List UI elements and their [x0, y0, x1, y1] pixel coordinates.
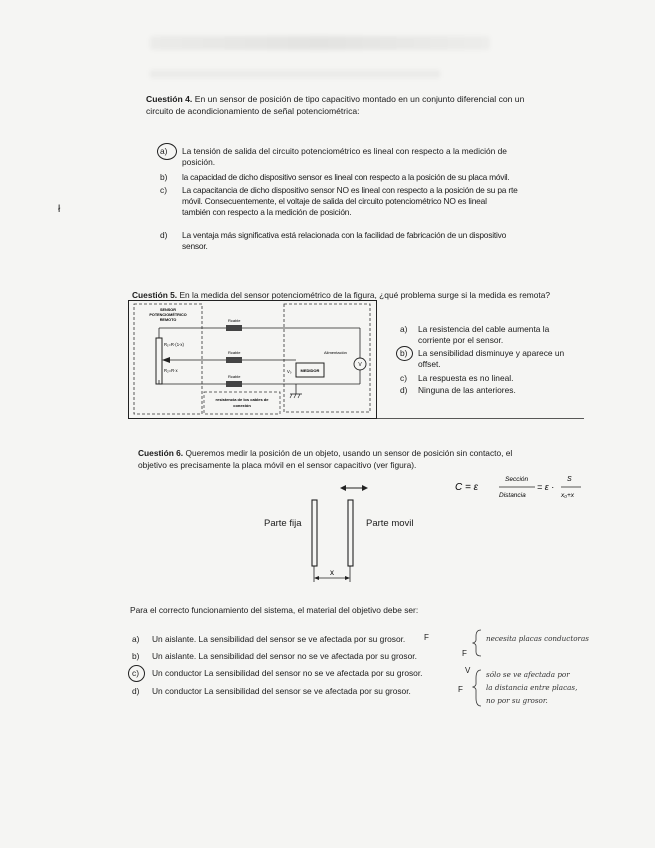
q6-label: Cuestión 6. — [138, 448, 184, 458]
fixed-part-label: Parte fija — [264, 518, 302, 529]
handwritten-note-2c: no por su grosor. — [486, 696, 548, 705]
q6-prompt: Para el correcto funcionamiento del sistema, el material del objetivo debe ser: — [130, 605, 419, 615]
meter-dashed-box — [284, 304, 370, 412]
handwritten-note-2a: sólo se ve afectada por — [486, 670, 570, 679]
alimentacion-label: Alimentación — [324, 350, 347, 355]
q6-line1: Queremos medir la posición de un objeto, usando un sensor de posición sin contacto, el — [185, 448, 513, 458]
svg-text:S: S — [567, 476, 572, 483]
cable-resistor-3 — [226, 381, 242, 387]
q6-mark-a: F — [424, 633, 429, 642]
bleed-through-artifact — [150, 36, 490, 50]
q4-line1: En un sensor de posición de tipo capacitivo montado en un conjunto diferencial con un — [194, 94, 525, 104]
moving-plate — [348, 500, 353, 566]
handwritten-braces — [472, 628, 484, 724]
q6-mark-c: V — [465, 666, 471, 675]
q4-option-d: d) La ventaja más significativa está relacionada con la facilidad de fabricación de un dispositivo sensor. — [160, 230, 507, 251]
q5-option-a: a) La resistencia del cable aumenta la corriente por el sensor. — [400, 324, 550, 345]
sensor-label-3: REMOTO — [159, 318, 177, 322]
wiper-arrow — [162, 357, 170, 363]
q6-option-a: a) Un aislante. La sensibilidad del sensor se ve afectada por su grosor. — [132, 634, 406, 644]
q4-label: Cuestión 4. — [146, 94, 193, 104]
margin-mark: ł — [58, 204, 61, 215]
svg-text:Sección: Sección — [505, 476, 529, 483]
q6-mark-b: F — [462, 649, 467, 658]
q5-label: Cuestión 5. — [132, 290, 178, 300]
q4-option-a: a) La tensión de salida del circuito potenciométrico es lineal con respecto a la medición de posición. — [160, 146, 507, 167]
q6-statement — [138, 448, 558, 460]
sensor-label-2: POTENCIOMÉTRICO — [149, 313, 187, 317]
q4-line2: circuito de acondicionamiento de señal potenciométrica: — [146, 106, 360, 116]
q6-line2: objetivo es precisamente la placa móvil en el sensor capacitivo (ver figura). — [138, 460, 417, 470]
q6-option-d: d) Un conductor La sensibilidad del sensor se ve afectada por su grosor. — [132, 686, 411, 696]
q5-option-b: b) La sensibilidad disminuye y aparece un offset. — [400, 348, 565, 369]
rcable-label-3: Rcable — [228, 374, 241, 379]
q4-statement — [146, 94, 566, 106]
cable-resistor-2 — [226, 357, 242, 363]
plates-figure — [250, 478, 430, 588]
q6-option-c: c) Un conductor La sensibilidad del sensor no se ve afectada por su grosor. — [132, 668, 423, 678]
q6-option-b: b) Un aislante. La sensibilidad del sensor no se ve afectada por su grosor. — [132, 651, 417, 661]
potentiometer — [156, 338, 162, 384]
svg-text:Distancia: Distancia — [499, 492, 526, 499]
cable-resistor-1 — [226, 325, 242, 331]
q5-option-d: d) Ninguna de las anteriores. — [400, 385, 516, 395]
svg-text:x₀+x: x₀+x — [561, 492, 575, 499]
q6-mark-d: F — [458, 685, 463, 694]
vo-label: V₀ — [287, 369, 292, 374]
capacitance-formula — [455, 470, 585, 508]
meter-label: MEDIDOR — [300, 368, 320, 373]
rcable-label-1: Rcable — [228, 318, 241, 323]
q4-option-c: c) La capacitancia de dicho dispositivo sensor NO es lineal con respecto a la posición de su pa rte móvil. Consecuentemente, el voltaje de salida del circuito potenciométrico NO es lineal también con respecto a la medición de posición. — [160, 185, 518, 217]
bleed-through-artifact — [150, 70, 440, 78]
q5-option-c: c) La respuesta es no lineal. — [400, 373, 514, 383]
rcable-label-2: Rcable — [228, 350, 241, 355]
fixed-plate — [312, 500, 317, 566]
q5-text: En la medida del sensor potenciométrico de la figura, ¿qué problema surge si la medida es remota? — [179, 290, 551, 300]
gap-label: x — [330, 568, 334, 577]
supply-symbol: V — [358, 362, 362, 368]
handwritten-note-2b: la distancia entre placas, — [486, 683, 578, 692]
svg-text:C = ε: C = ε — [455, 482, 479, 493]
cable-label-1: resistencia de los cables de — [215, 397, 269, 402]
r2-label: R₂=R·x — [164, 368, 178, 373]
svg-text:= ε ·: = ε · — [537, 482, 555, 492]
q4-option-b: b) la capacidad de dicho dispositivo sensor es lineal con respecto a la posición de su placa móvil. — [160, 172, 510, 182]
moving-part-label: Parte movil — [366, 518, 414, 529]
sensor-label-1: SENSOR — [159, 308, 177, 312]
r1-label: R₁=R·(1-x) — [164, 342, 184, 347]
handwritten-note-1: necesita placas conductoras — [486, 634, 589, 643]
cable-label-2: conexión — [233, 403, 251, 408]
